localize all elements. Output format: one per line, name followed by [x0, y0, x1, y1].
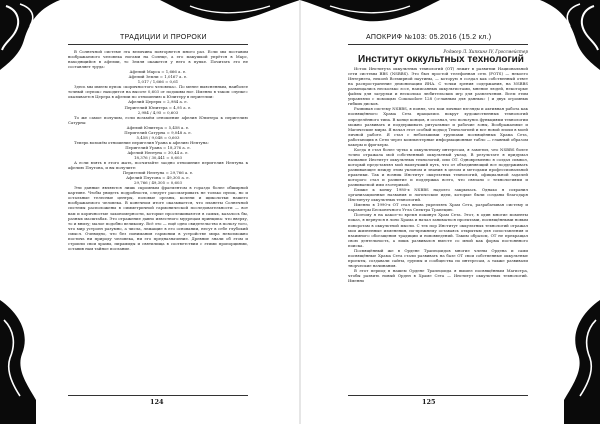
formula-line: Афелий Нептуна = 30,44 а. е.: [127, 149, 189, 155]
formula-line: 18,376 / 30,441 = 0,603: [134, 154, 182, 160]
left-body: [68, 49, 248, 251]
paragraph: Здесь мы имеем пупок «коричностого человека». По менее выясненным, наиболее точный «пупок» находится на высоте 0,603 от подошвы ног. Именно в таком «пупке» оказывается Церера в афелии по отношению к Юпитеру в перигелии:: [68, 84, 248, 100]
running-header: АПОКРИФ №103: 05.2016 (15.2 кл.): [366, 34, 492, 41]
formula-line: Перигелий Юпитера = 4,95 а. е.: [124, 104, 192, 110]
paragraph: Эти данные являются лишь скромным фрагментом в гораздо более обширной картине. Чтобы увидеть подробности, следует рассматривать не только пупок, но и остальные телесные центры, половые органы, колени и щиколотки нашего воображаемого человека. В конечном итоге оказывается, что планеты Солнечной системы расположены в симметричной гармонической последовательности — вот вам и коричностые закономерности, которые прослеживаются в самых, казалось бы, разных масштабах. Это отражение давно известного мудрецам принципа: что вверху, то и внизу; малое подобно великому. Всё это — ещё одно свидетельство в пользу того, что мир устроен разумно, а числа, лежащие в его основании, несут в себе глубокий смысл. Очевидно, что без понимания гармонии в устройстве мира невозможно постичь ни природу человека, ни его предназначение. Древние знали об этом и строили свои храмы, пирамиды и святилища в соответствии с этими пропорциями, оставив нам тайное послание.: [68, 185, 248, 251]
formula-line: Афелий Плутона = 49,305 а. е.: [126, 175, 190, 181]
formula-line: 5,458 / 9,048 = 0,603: [136, 134, 180, 140]
top-flourish-icon: [160, 0, 300, 30]
corner-ornament-icon: [540, 0, 600, 70]
header-rule: [348, 44, 528, 45]
formula-line: Перигелий Сатурна = 9,048 а. е.: [124, 129, 192, 135]
paragraph: Именно в 1990-х ОТ стал вновь укреплять Храм Сета, разрабатывая систему и параметры Бесконечного Угла Спектра Трапецию.: [348, 202, 528, 213]
paragraph: Посвящённый же в Ордене Трапецоидов многие члены Ордена и сами посвящённые Храма Сета стали развивать на базе ОТ свои собственные оккультные проекты, создавали сайты, группы и сообщества по интересам, а также развивали творческие начинания.: [348, 247, 528, 268]
formula-line: Афелий Марса = 1,666 а. е.: [129, 69, 187, 75]
paragraph: Теперь возьмём отношение перигелия Урана к афелию Нептуна:: [74, 139, 209, 145]
formula-line: 2,984 / 4,95 = 0,603: [137, 109, 179, 115]
page-number: 124: [150, 398, 164, 406]
top-flourish-icon: [300, 0, 440, 30]
formula-line: 29,766 / 49,305 = 0,603: [134, 180, 182, 186]
side-ornament-icon: [564, 300, 600, 424]
formula-line: Перигелий Урана = 18,376 а. е.: [125, 144, 191, 150]
paragraph: А если взять в этого жать, посчитайте заодно отношение перигелия Нептуна к афелию Плутона, и вы получите:: [68, 160, 248, 171]
footer-rule: [348, 395, 528, 396]
formula-line: Перигелий Нептуна = 29,766 а. е.: [122, 170, 194, 176]
formula-line: Афелий Земли = 1,0167 а. е.: [128, 74, 188, 80]
paragraph: Когда я стал более чутко к оккультному интересам, я заметил, что NSBBS более точно отражала мой собственный оккультный уклад. В результате я придумал название Институт оккультных технологий, или ОТ. Одновременно я создал символ, который представлял мой наилучший путь, что от объединяющий все поддерживать развивающее между этим уклоном и знания в целом и методами профессиональной практики. Так и возник Институт оккультных технологий, официальной задачей которого стал и развитие и поддержка всего, что связано с технологиями и развиваемой ими эзотерикой.: [348, 146, 528, 188]
paragraph: То же самое получим, если возьмём отношение афелия Юпитера к перигелию Сатурна:: [68, 114, 248, 125]
formula-line: Афелий Юпитера = 5,458 а. е.: [126, 124, 190, 130]
paragraph: В этот период в нашем Ордене Трапецоида я вышел посвящённым Магистра, чтобы развить новый Орден в Храме Сета — Институт оккультных технологий. Именно: [348, 267, 528, 284]
paragraph: Ближе к концу 1980-х NSBBS надолго закрылась. Однако я сохранил организационные названия и логические идеи, которые были созданы благодаря Институту оккультных технологий.: [348, 187, 528, 203]
header-rule: [68, 44, 248, 45]
page-number: 125: [422, 398, 436, 406]
footer-rule: [68, 395, 248, 396]
paragraph: Развивая систему NSBBS, я понял, что мои личные взгляды и активная работа как посвящённого Храма Сета вращались вокруг художественных технологий определённого типа. В конце концов, я осознал, что пользуясь функциями технологии можно развивать и поддерживать ритуальные и рабочие зоны, Воображаемые и Магические миры. Я начал этот особый подход Технологией и все новой эпохи в моей личной работе. Я стал с небольшими группами посвящённых Храма Сета, работающих в Сети через компьютерные информационные табло — главный образом хакеры и фри-керы.: [348, 106, 529, 147]
paragraph: Поэтому я на какое-то время покинул Храм Сета. Этот, в один многие моменты показ, я вернулся в лоно Храма и начал заниматься проектами, посвящёнными новым поворотам в оккультной мысли. С тех пор Институт оккультных технологий отражал мои жизненные изменения, по-прежнему оставаясь открытым для сопоставления и взаимного обогащения традиции и нововведений. Таким образом, ОТ не прекращал свою деятельность, а лишь развивался вместе со мной как форма постоянного поиска.: [348, 212, 529, 248]
byline: Роджер Л. Хипкинг IV, Гроссмейстер: [443, 49, 528, 54]
formula-line: 1,017 / 1,666 = 0,61: [137, 79, 179, 85]
side-ornament-icon: [0, 300, 36, 424]
right-page: [300, 0, 600, 424]
paragraph: В Солнечной системе эта величина повторяется много раз. Если мы поставим воображаемого человека ногами на Солнце, а его макушкой упрётся в Марс, находящийся в афелии, то Земля окажется у него в пупке. Почитать это не составляет труда:: [68, 49, 248, 70]
paragraph: Исток Института оккультных технологий (ОТ) лежит в развитии Национальной сети системы ВВS (NSBBS). Это был простой телефонная сеть (FOTS) — некоего Интернета, некоей Всемирной паутины, — которую я создал как собственный ответ на распространение демонизации ЯНА. С точки зрения содержания, на NSBBS размещались несколько эссе, написанных оккультистами, мнение людей, некоторые файлы для загрузки и несколько любительских игр для развлечения. Всем этим управляли с помощью Commodore 128 («главным для данных» ) и двух огромных гибких дисков.: [348, 66, 528, 107]
article-title: Институт оккультных технологий: [358, 54, 524, 66]
corner-ornament-icon: [0, 0, 60, 70]
running-header: ТРАДИЦИИ И ПРОРОКИ: [120, 34, 207, 41]
formula-line: Афелий Цереры = 2,984 а. е.: [128, 99, 188, 105]
right-body: [348, 49, 528, 283]
article-text: [348, 66, 528, 283]
